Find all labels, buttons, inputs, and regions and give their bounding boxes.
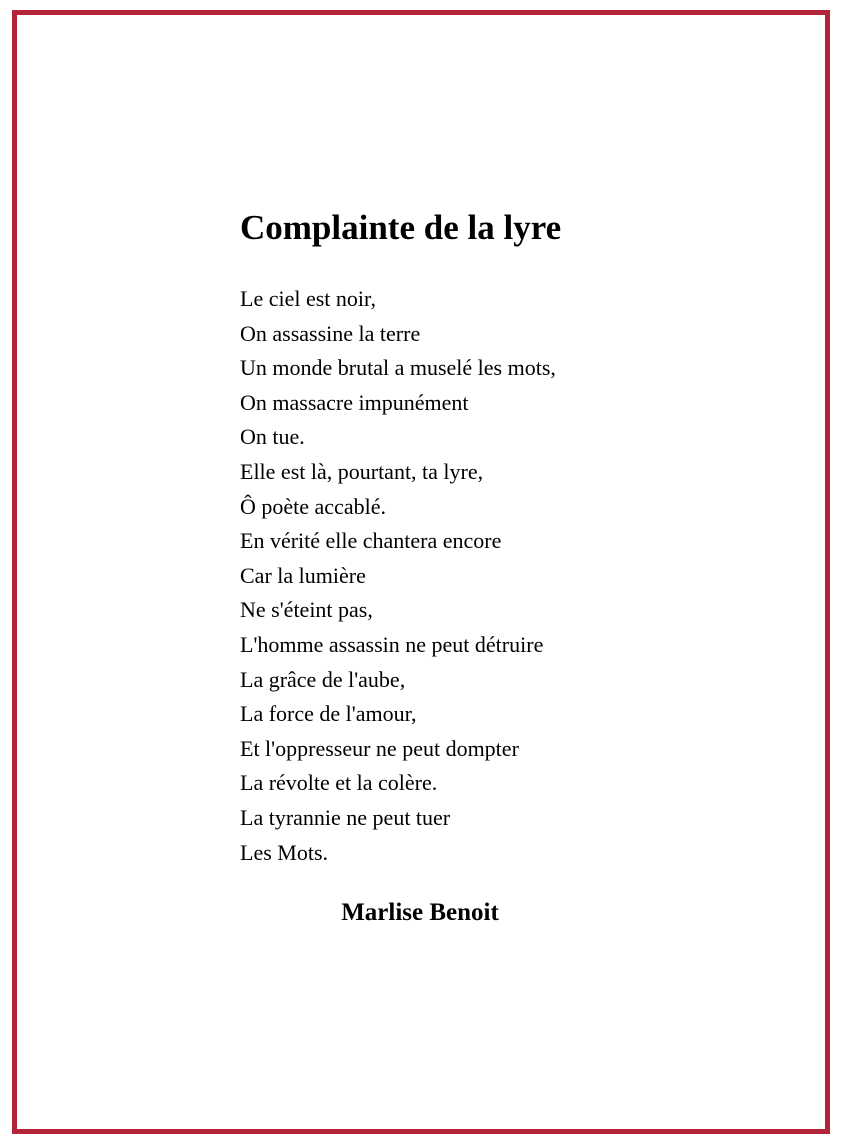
poem-line: Un monde brutal a muselé les mots, [240, 355, 556, 381]
poem-line: Le ciel est noir, [240, 286, 376, 311]
poem-author: Marlise Benoit [341, 899, 499, 926]
poem-line: Et l'oppresseur ne peut dompter [240, 735, 519, 761]
poem-line: On assassine la terre [240, 320, 421, 346]
poem-line: En vérité elle chantera encore [240, 528, 502, 554]
poem-line: Car la lumière [240, 562, 366, 588]
poem-line: Ne s'éteint pas, [240, 597, 373, 623]
poem-line: Les Mots. [240, 839, 328, 865]
poem-line: La révolte et la colère. [240, 770, 438, 796]
poem-line: La grâce de l'aube, [240, 666, 406, 692]
poem-line: On tue. [240, 424, 305, 450]
poem-title: Complainte de la lyre [240, 208, 562, 247]
poem-line: La tyrannie ne peut tuer [240, 804, 451, 830]
poem-line: Elle est là, pourtant, ta lyre, [240, 458, 484, 484]
poem-line: On massacre impunément [240, 389, 469, 415]
poem-line: La force de l'amour, [240, 701, 417, 727]
poem-line: L'homme assassin ne peut détruire [240, 631, 544, 657]
poem-body [240, 282, 556, 870]
poem-line: Ô poète accablé. [240, 493, 386, 519]
